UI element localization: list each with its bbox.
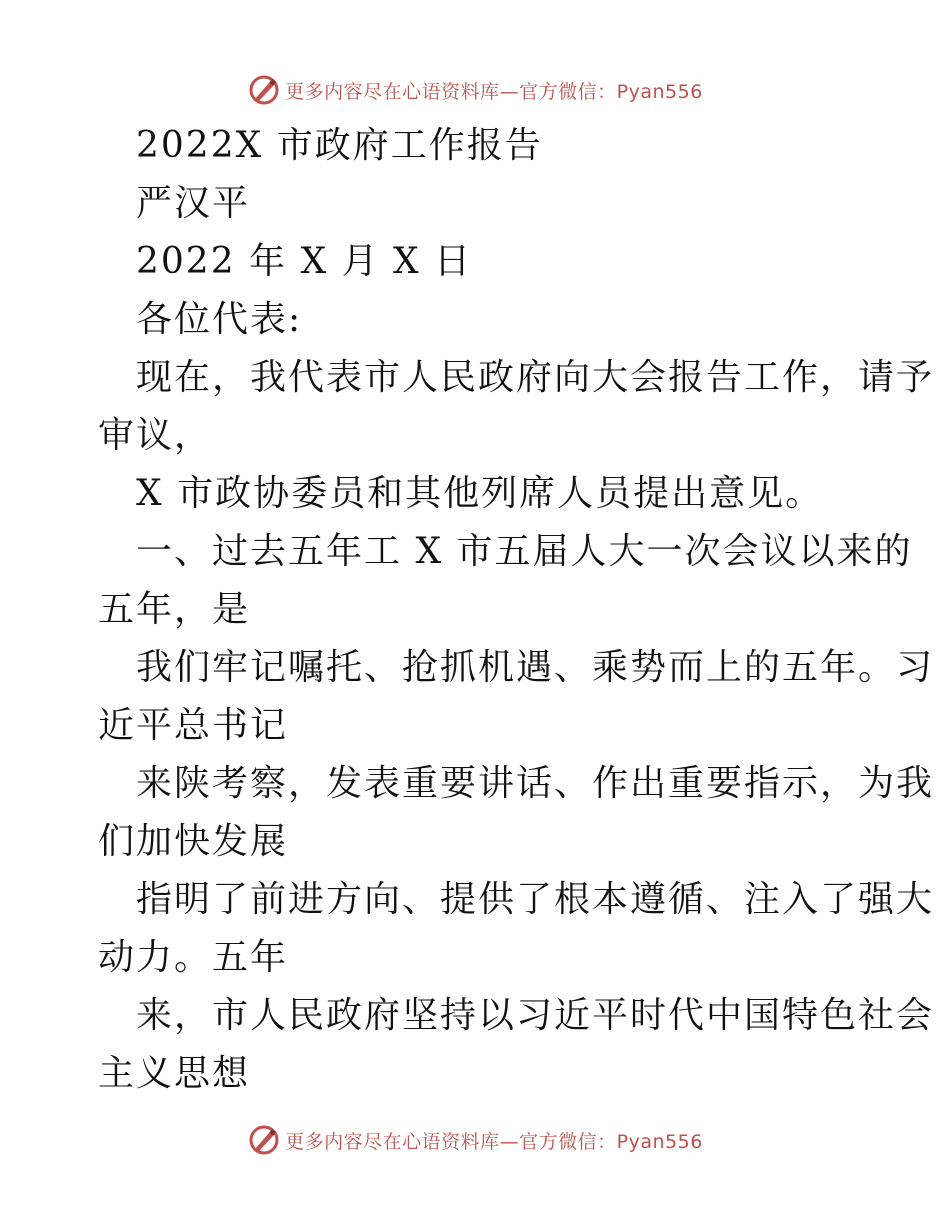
document-line: 近平总书记 — [98, 705, 289, 746]
document-line: 动力。五年 — [98, 937, 289, 978]
document-line: 们加快发展 — [98, 821, 289, 862]
document-line: 2022X 市政府工作报告 — [136, 125, 543, 166]
watermark-text: 更多内容尽在心语资料库—官方微信：Pyan556 — [285, 80, 703, 103]
document-line: X 市政协委员和其他列席人员提出意见。 — [136, 473, 824, 514]
document-line: 现在，我代表市人民政府向大会报告工作，请予 — [136, 357, 935, 398]
document-line: 各位代表: — [136, 299, 303, 340]
document-line: 我们牢记嘱托、抢抓机遇、乘势而上的五年。习 — [136, 647, 935, 688]
document-line: 来，市人民政府坚持以习近平时代中国特色社会 — [136, 995, 935, 1036]
document-line: 审议， — [98, 415, 213, 456]
watermark-text: 更多内容尽在心语资料库—官方微信：Pyan556 — [285, 1130, 703, 1153]
header-watermark — [0, 70, 950, 110]
document-line: 主义思想 — [98, 1053, 251, 1094]
document-line: 2022 年 X 月 X 日 — [136, 241, 473, 282]
document-line: 来陕考察，发表重要讲话、作出重要指示，为我 — [136, 763, 935, 804]
document-line: 一、过去五年工 X 市五届人大一次会议以来的 — [136, 531, 913, 572]
pen-logo-icon — [247, 73, 281, 107]
document-line: 指明了前进方向、提供了根本遵循、注入了强大 — [136, 879, 935, 920]
pen-logo-icon — [247, 1123, 281, 1157]
document-line: 严汉平 — [136, 183, 251, 224]
footer-watermark — [0, 1120, 950, 1160]
document-line: 五年，是 — [98, 589, 251, 630]
document-body — [98, 117, 935, 1103]
